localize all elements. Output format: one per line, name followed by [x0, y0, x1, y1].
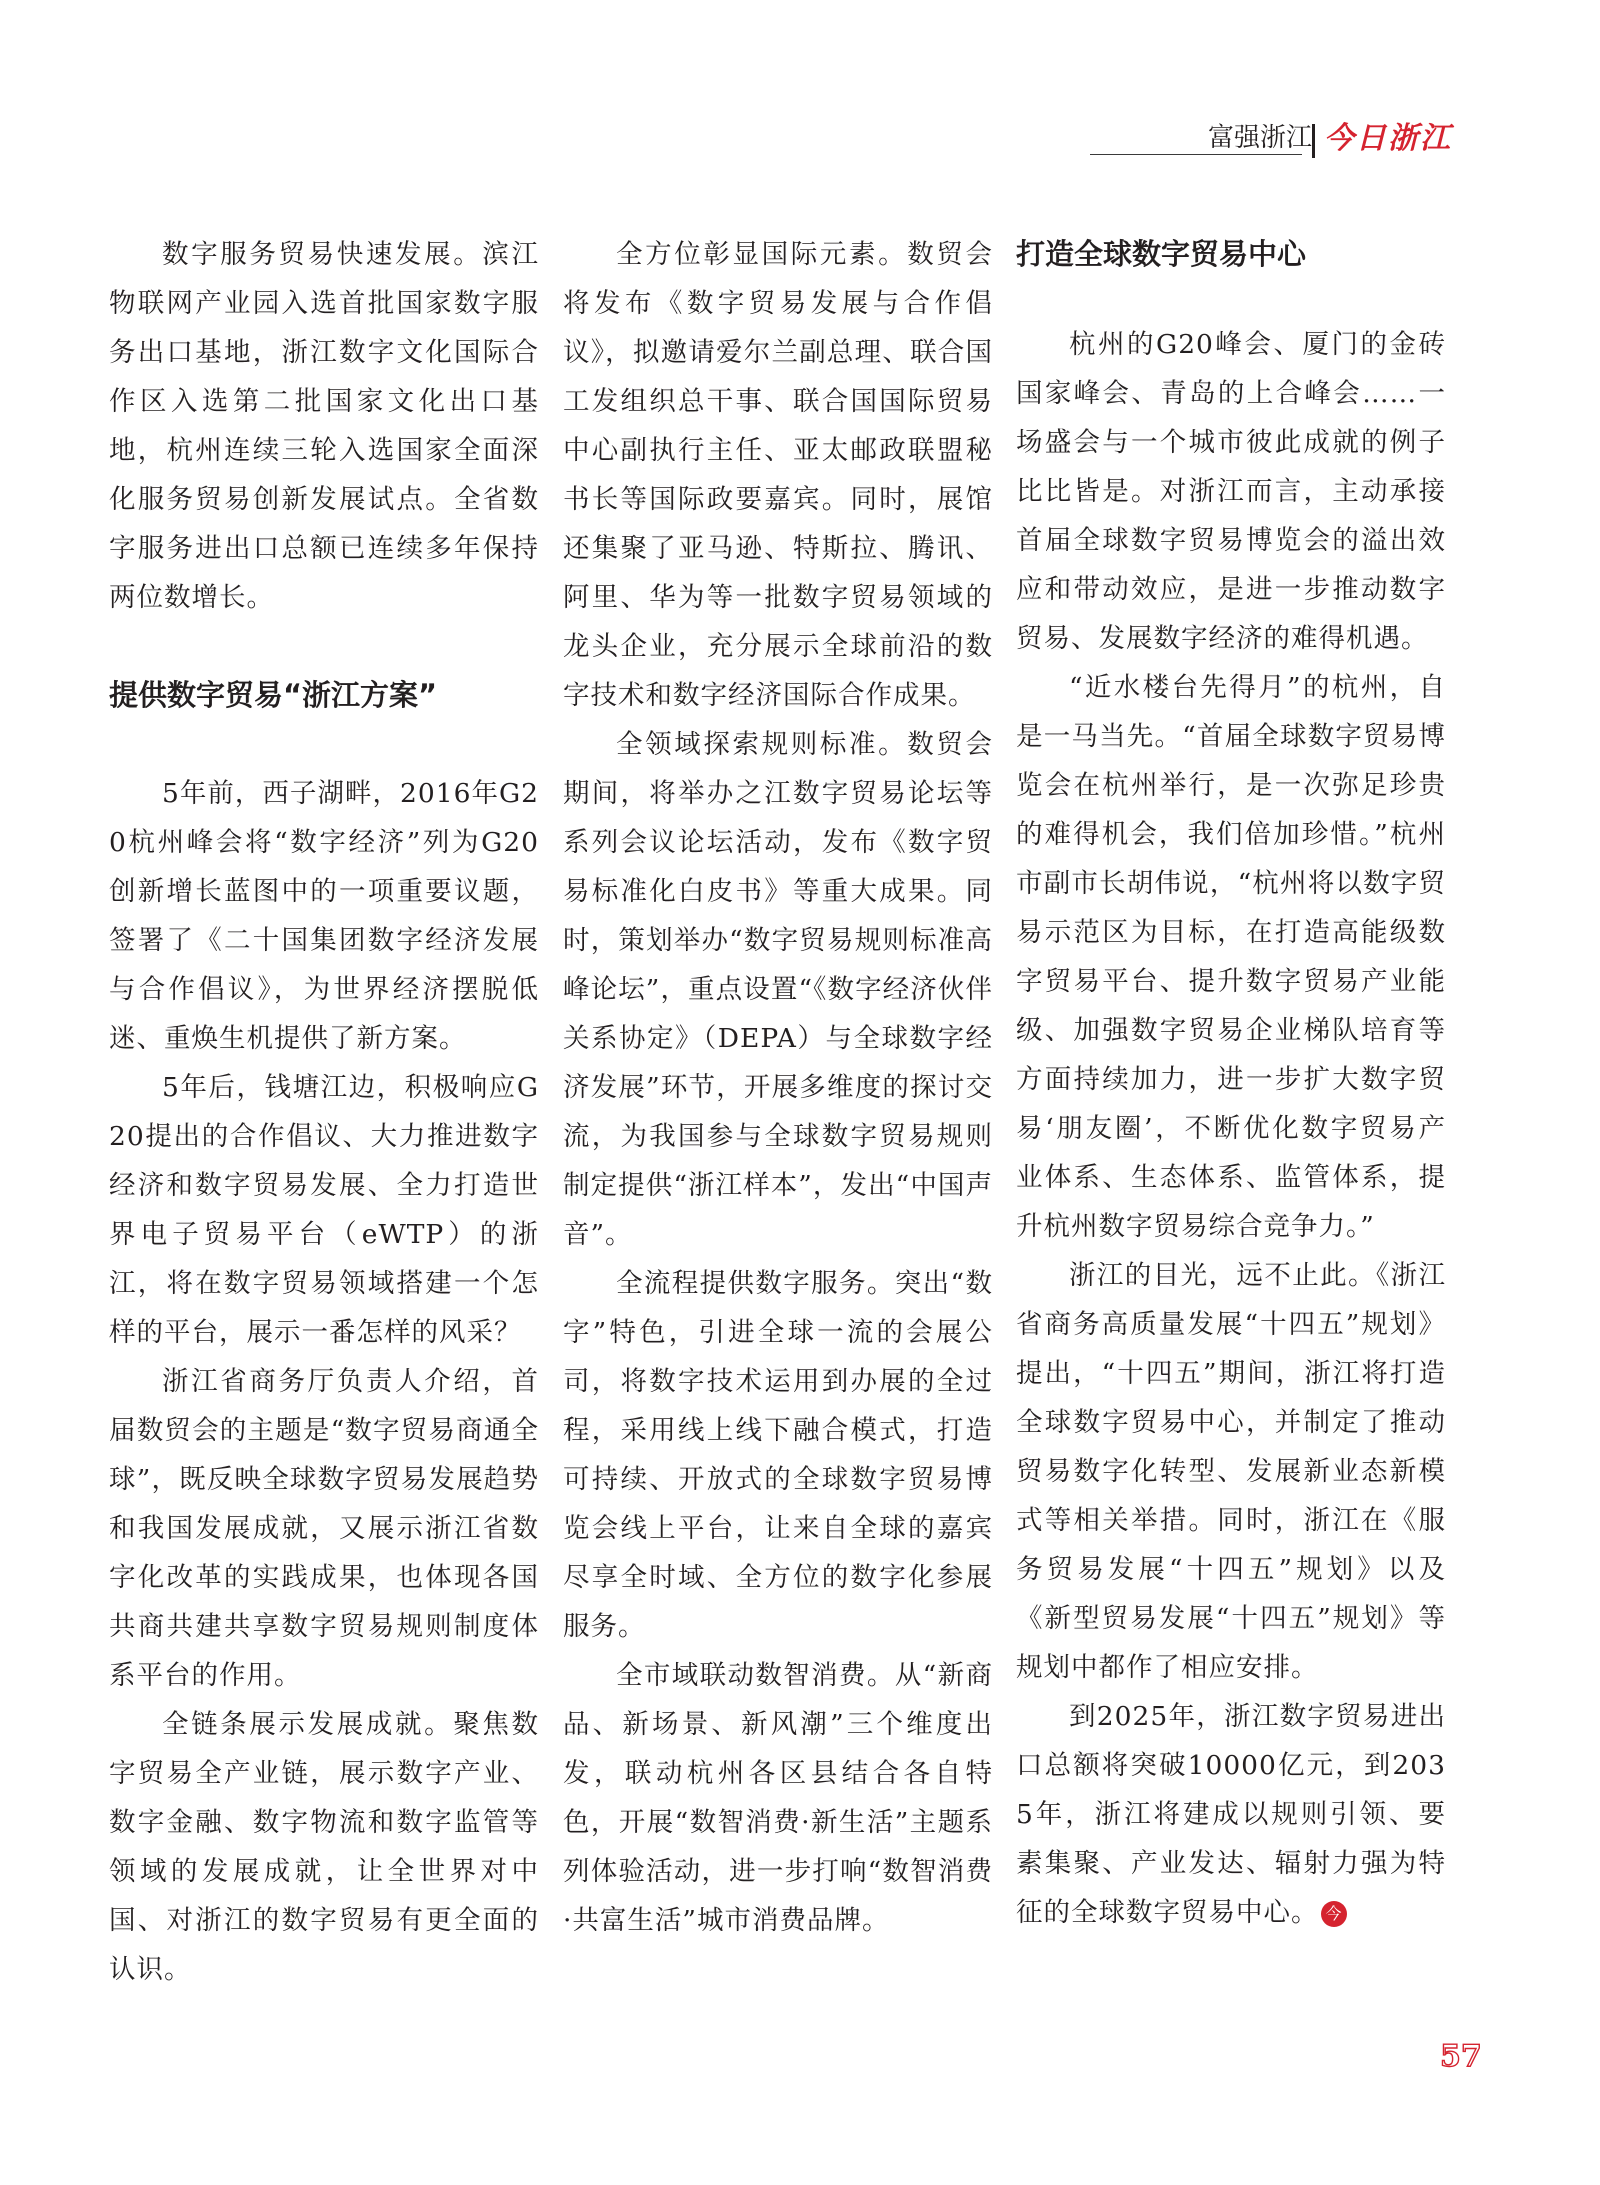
paragraph: 浙江省商务厅负责人介绍，首届数贸会的主题是“数字贸易商通全球”，既反映全球数字贸易发展趋势和我国发展成就，又展示浙江省数字化改革的实践成果，也体现各国共商共建共享数字贸易规则制度体系平台的作用。 — [109, 1366, 539, 1691]
spacer — [1016, 279, 1446, 320]
paragraph: 全市域联动数智消费。从“新商品、新场景、新风潮”三个维度出发，联动杭州各区县结合各自特色，开展“数智消费·新生活”主题系列体验活动，进一步打响“数智消费·共富生活”城市消费品牌。 — [563, 1660, 993, 1936]
header-divider — [1312, 124, 1315, 158]
paragraph: 浙江的目光，远不止此。《浙江省商务高质量发展“十四五”规划》提出，“十四五”期间，浙江将打造全球数字贸易中心，并制定了推动贸易数字化转型、发展新业态新模式等相关举措。同时，浙江在《服务贸易发展“十四五”规划》以及《新型贸易发展“十四五”规划》等规划中都作了相应安排。 — [1016, 1260, 1446, 1683]
paragraph: “近水楼台先得月”的杭州，自是一马当先。“首届全球数字贸易博览会在杭州举行，是一次弥足珍贵的难得机会，我们倍加珍惜。”杭州市副市长胡伟说，“杭州将以数字贸易示范区为目标，在打造高能级数字贸易平台、提升数字贸易产业能级、加强数字贸易企业梯队培育等方面持续加力，进一步扩大数字贸易‘朋友圈’，不断优化数字贸易产业体系、生态体系、监管体系，提升杭州数字贸易综合竞争力。” — [1016, 672, 1446, 1242]
page-header — [1090, 121, 1452, 158]
paragraph: 全方位彰显国际元素。数贸会将发布《数字贸易发展与合作倡议》，拟邀请爱尔兰副总理、联合国工发组织总干事、联合国国际贸易中心副执行主任、亚太邮政联盟秘书长等国际政要嘉宾。同时，展馆还集聚了亚马逊、特斯拉、腾讯、阿里、华为等一批数字贸易领域的龙头企业，充分展示全球前沿的数字技术和数字经济国际合作成果。 — [563, 239, 993, 711]
paragraph: 杭州的G20峰会、厦门的金砖国家峰会、青岛的上合峰会……一场盛会与一个城市彼此成就的例子比比皆是。对浙江而言，主动承接首届全球数字贸易博览会的溢出效应和带动效应，是进一步推动数字贸易、发展数字经济的难得机遇。 — [1016, 329, 1446, 654]
spacer — [109, 720, 539, 769]
header-section-title: 富强浙江 — [1207, 123, 1312, 153]
magazine-logo: 今日浙江 — [1324, 121, 1452, 156]
paragraph: 数字服务贸易快速发展。滨江物联网产业园入选首批国家数字服务出口基地，浙江数字文化国际合作区入选第二批国家文化出口基地，杭州连续三轮入选国家全面深化服务贸易创新发展试点。全省数字服务进出口总额已连续多年保持两位数增长。 — [109, 239, 539, 613]
header-rule — [1090, 154, 1302, 155]
spacer — [109, 622, 539, 671]
paragraph: 5年前，西子湖畔，2016年G20杭州峰会将“数字经济”列为G20创新增长蓝图中的一项重要议题，签署了《二十国集团数字经济发展与合作倡议》，为世界经济摆脱低迷、重焕生机提供了新方案。 — [109, 778, 539, 1054]
end-mark-icon: 今 — [1321, 1901, 1347, 1927]
page-number: 57 — [1440, 2039, 1482, 2074]
paragraph: 5年后，钱塘江边，积极响应G20提出的合作倡议、大力推进数字经济和数字贸易发展、全力打造世界电子贸易平台（eWTP）的浙江，将在数字贸易领域搭建一个怎样的平台，展示一番怎样的风采？ — [109, 1072, 539, 1348]
article-column-2 — [563, 230, 993, 1945]
paragraph: 全领域探索规则标准。数贸会期间，将举办之江数字贸易论坛等系列会议论坛活动，发布《数字贸易标准化白皮书》等重大成果。同时，策划举办“数字贸易规则标准高峰论坛”，重点设置“《数字经济伙伴关系协定》（DEPA）与全球数字经济发展”环节，开展多维度的探讨交流，为我国参与全球数字贸易规则制定提供“浙江样本”，发出“中国声音”。 — [563, 729, 993, 1250]
paragraph-text: 到2025年，浙江数字贸易进出口总额将突破10000亿元，到2035年，浙江将建成以规则引领、要素集聚、产业发达、辐射力强为特征的全球数字贸易中心。 — [1016, 1701, 1446, 1928]
paragraph-final — [1016, 1692, 1446, 1937]
article-column-1 — [109, 230, 539, 1994]
section-heading: 提供数字贸易“浙江方案” — [109, 678, 438, 712]
section-heading: 打造全球数字贸易中心 — [1016, 237, 1307, 271]
paragraph: 全流程提供数字服务。突出“数字”特色，引进全球一流的会展公司，将数字技术运用到办展的全过程，采用线上线下融合模式，打造可持续、开放式的全球数字贸易博览会线上平台，让来自全球的嘉宾尽享全时域、全方位的数字化参展服务。 — [563, 1268, 993, 1642]
paragraph: 全链条展示发展成就。聚焦数字贸易全产业链，展示数字产业、数字金融、数字物流和数字监管等领域的发展成就，让全世界对中国、对浙江的数字贸易有更全面的认识。 — [109, 1709, 539, 1985]
article-column-3 — [1016, 230, 1446, 1937]
